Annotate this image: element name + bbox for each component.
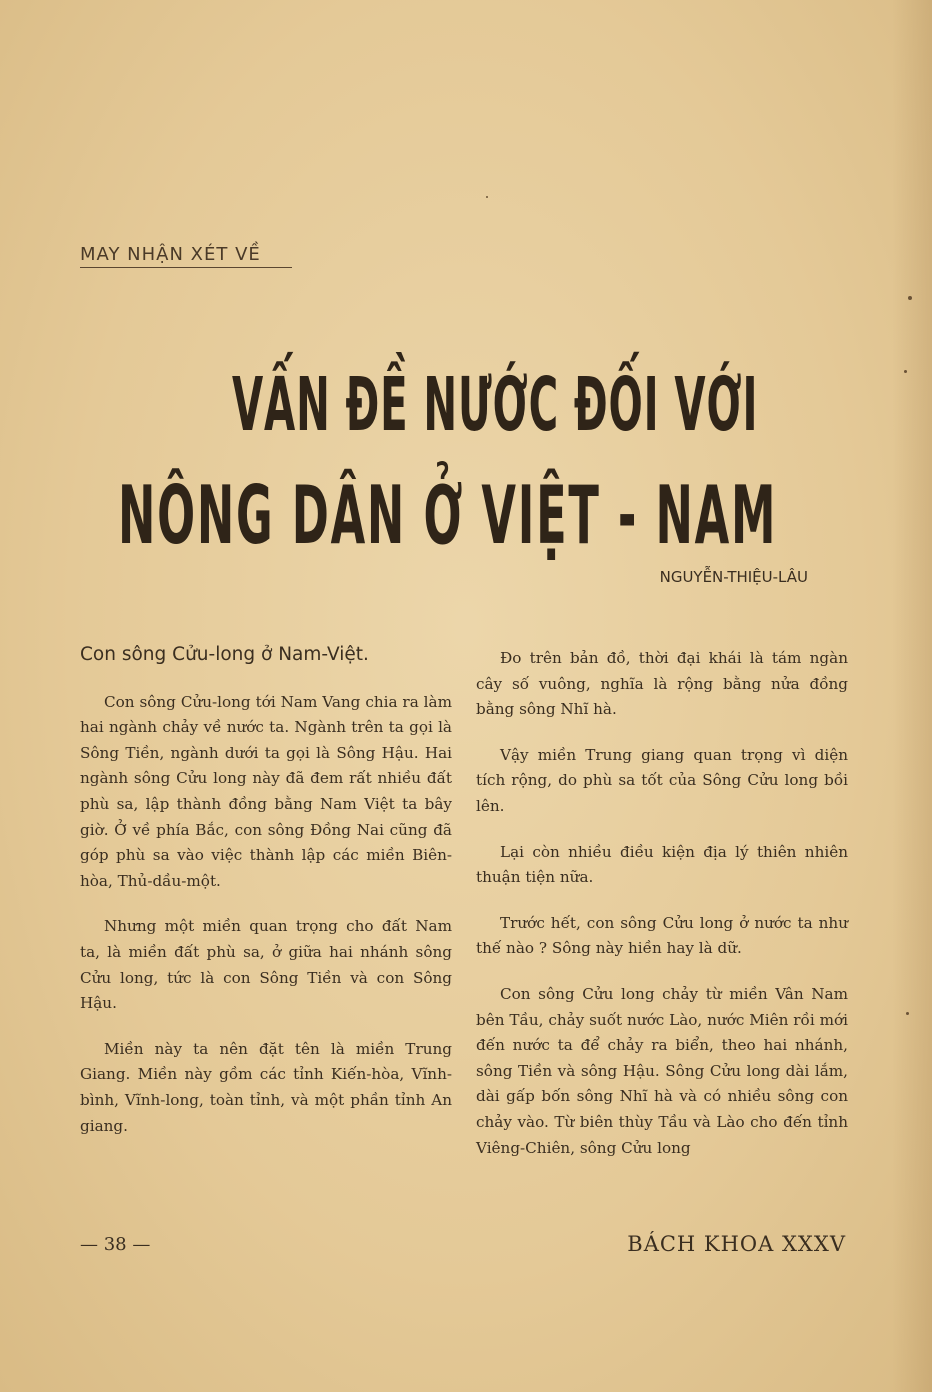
right-column xyxy=(476,646,848,1181)
paper-speck xyxy=(904,370,907,373)
article-title-line-2: NÔNG DÂN Ở VIỆT - NAM xyxy=(118,470,778,563)
paper-speck xyxy=(908,296,912,300)
paragraph: Nhưng một miền quan trọng cho đất Nam ta, là miền đất phù sa, ở giữa hai nhánh sông Cửu long, tức là con Sông Tiền và con Sông Hậu. xyxy=(80,917,452,1013)
article-author: NGUYỄN-THIỆU-LÂU xyxy=(659,568,808,586)
paragraph: Đo trên bản đồ, thời đại khái là tám ngàn cây số vuông, nghĩa là rộng bằng nửa đồng bằng sông Nhĩ hà. xyxy=(476,649,848,719)
article-title-line-1: VẤN ĐỀ NƯỚC ĐỐI VỚI xyxy=(232,362,759,449)
paragraph: Vậy miền Trung giang quan trọng vì diện tích rộng, do phù sa tốt của Sông Cửu long bồi lên. xyxy=(476,745,848,815)
left-column xyxy=(80,642,452,1159)
article-kicker: MAY NHẬN XÉT VỀ xyxy=(80,244,292,268)
paragraph: Con sông Cửu-long tới Nam Vang chia ra làm hai ngành chảy về nước ta. Ngành trên ta gọi là Sông Tiền, ngành dưới ta gọi là Sông Hậu. Hai ngành sông Cửu long này đã đem rất nhiều đất phù sa, lập thành đồng bằng Nam Việt ta bây giờ. Ở về phía Bắc, con sông Đồng Nai cũng đã góp phù sa vào việc thành lập các miền Biên-hòa, Thủ-dầu-một. xyxy=(80,692,452,890)
page-number: — 38 — xyxy=(80,1234,151,1255)
paragraph: Lại còn nhiều điều kiện địa lý thiên nhiên thuận tiện nữa. xyxy=(476,842,848,887)
publication-name: BÁCH KHOA XXXV xyxy=(627,1232,846,1256)
paper-speck xyxy=(486,196,488,198)
section-heading: Con sông Cửu-long ở Nam-Việt. xyxy=(80,644,369,665)
paragraph: Con sông Cửu long chảy từ miền Vân Nam bên Tầu, chảy suốt nước Lào, nước Miên rồi mới đến nước ta để chảy ra biển, theo hai nhánh, sông Tiền và sông Hậu. Sông Cửu long dài lắm, dài gấp bốn sông Nhĩ hà và có nhiều sông con chảy vào. Từ biên thùy Tầu và Lào cho đến tỉnh Viêng-Chiên, sông Cửu long xyxy=(476,984,848,1157)
paper-speck xyxy=(906,1012,909,1015)
paragraph: Trước hết, con sông Cửu long ở nước ta như thế nào ? Sông này hiền hay là dữ. xyxy=(476,913,848,958)
paragraph: Miền này ta nên đặt tên là miền Trung Giang. Miền này gồm các tỉnh Kiến-hòa, Vĩnh-bình, Vĩnh-long, toàn tỉnh, và một phần tỉnh An giang. xyxy=(80,1039,452,1135)
page-edge-shadow xyxy=(892,0,932,1392)
